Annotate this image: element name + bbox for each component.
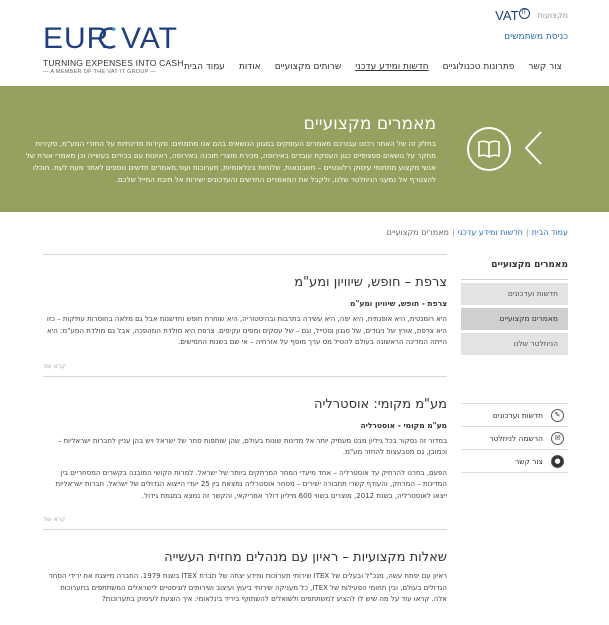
article-item xyxy=(43,376,447,530)
breadcrumb-section[interactable]: חדשות ומידע עדכני xyxy=(457,228,523,237)
article-paragraph: הפעם, בחרנו להרחיק עד אוסטרליה – אחד מיעדי הסחר המרתקים ביותר של ישראל. למרות הקושי המובנה בקשרים המסחריים בין המדינות – המרחק, והעודף קשרי תחבורה ישירים – מסחר אוסטרליה נמצאת בין 25 יעדי הייצוא הגדולים של ישראל. חברות ישראליות ייצאו לאוסטרליה, בשנת 2012, מוצרים בשווי 600 מיליון דולר אמריקאי, והקשר זה נמצא במגמת גידול. xyxy=(55,468,447,500)
book-icon xyxy=(467,127,511,171)
sidebar-item-newsletter[interactable]: הניוזלטר שלנו xyxy=(461,333,568,355)
article-item xyxy=(43,529,447,606)
article-list xyxy=(43,254,447,606)
user-icon: ● xyxy=(551,455,564,468)
sidebar-item-articles[interactable]: מאמרים מקצועיים xyxy=(461,308,568,330)
nav-item-technology[interactable]: פתרונות טכנולוגיים xyxy=(442,62,515,72)
logo-subline: — A MEMBER OF THE VAT IT GROUP — xyxy=(43,69,157,75)
article-paragraph: ראיון עם יפתח עשה, מנכ"ל ובעלים של ITEX שירותי תערוכות ומידע יצחה של חברת ITEX בשנת 1979. החברה מייצגת את ירידי הסחר הגדולים בעולם, ובין תחומי הפעילות של ITEX, כל מעניקה שירותי ביעוץ ועיצוב ושירותים לוגיסטיים לישראלים המשתתפים בתערוכות אלה. קראו עוד על מה שיש לו להציע למשתתפים ולשואלים להשתתף ביריד בינלאומי: איך הוצעת לעיסוק בתערוכות? xyxy=(48,572,447,603)
quick-link-contact[interactable] xyxy=(461,450,568,473)
page-title: מאמרים מקצועיים xyxy=(303,114,436,134)
breadcrumb-separator: | xyxy=(451,228,455,237)
svg-text:EUR: EUR xyxy=(43,22,110,52)
quick-links xyxy=(461,403,568,473)
subscribers-login-link[interactable]: כניסת משתמשים xyxy=(504,32,568,42)
envelope-icon: ✉ xyxy=(551,432,564,445)
breadcrumb-current: מאמרים מקצועיים xyxy=(386,228,449,237)
article-item xyxy=(43,254,447,376)
article-title[interactable]: שאלות מקצועיות – ראיון עם מנהלים מחזית העשייה xyxy=(164,550,447,565)
quick-link-label: חדשות ועדכונים xyxy=(492,410,543,420)
breadcrumb xyxy=(387,228,568,237)
article-paragraph: היא רומנטית, היא אופנתית, היא יפה, היא עשירה בתרבות ובהיסטוריה, היא שוחרת חופש וחדשנות אבל גם מלאה בחוסרות עתיקות – כזו היא צרפת, אורץ של ניגודים, של סגנון וסטייל, וגם – של עסקים ומסים עקיפים. צרפת היא מולדת המהפכה, אבל גם מולדת המע"מ: היא הייתה המדינה הראשונה בעולם להטיל מס ערך מוסף על אזרחיה – אי שם בשנות החמישים. xyxy=(46,315,447,346)
language-row xyxy=(495,8,568,23)
sidebar-menu xyxy=(461,279,568,355)
banner-description: בחלק זה של האתר רכזנו עבורכם מאמרים העוסקים במגוון הנושאים בהם אנו מתמחים: סקירות מדינתיות על החזרי המע"מ, סקירות מחקר על נושאים ספציפיים כגון העסקת עובדים באירופה, מכירת מוצרי תוכנה באירופה, ראיונות עם בכירים בעשייה וכן מאמרי אורח של אנשי מקצוע מתחומי עיסוק רלוונטיים – חשבונאות, שלוחות בינלאומיות, תערוכות ועוד.מאמרים חדשים נוספים לאתר מעת לעת. תוכלו להצטרף אל נמעני הניוזלטר שלנו, ולקבל את המאמרים החדשים והעדכונים ישירות אל תיבת המייל שלכם. xyxy=(25,139,436,184)
quick-link-label: הרשמה לניוזלטר xyxy=(489,433,543,443)
article-subtitle: צרפת - חופש, שיוויון ומע"מ xyxy=(350,299,447,308)
lightbulb-icon: ✎ xyxy=(551,409,564,422)
nav-item-services[interactable]: שרותים מקצועיים xyxy=(274,62,342,72)
vat-it-logo[interactable] xyxy=(495,8,529,23)
vat-it-text: VAT xyxy=(495,8,519,23)
eurovat-logo[interactable] xyxy=(43,22,193,75)
nav-item-home[interactable]: עמוד הבית xyxy=(183,62,225,72)
article-excerpt xyxy=(43,571,447,606)
quick-link-news[interactable] xyxy=(461,404,568,427)
breadcrumb-home[interactable]: עמוד הבית xyxy=(531,228,568,237)
top-utility-bar xyxy=(495,8,568,42)
vat-it-badge: IT xyxy=(519,8,530,19)
article-excerpt xyxy=(43,314,447,349)
read-more-link[interactable]: קרא עוד xyxy=(43,362,66,370)
svg-text:VAT: VAT xyxy=(121,22,178,52)
article-excerpt xyxy=(43,436,447,503)
quick-link-newsletter[interactable] xyxy=(461,427,568,450)
sidebar-title: מאמרים מקצועיים xyxy=(491,260,568,270)
main-nav xyxy=(177,62,569,72)
chevron-left-icon[interactable] xyxy=(523,130,543,166)
breadcrumb-separator: | xyxy=(525,228,529,237)
read-more-link[interactable]: קרא עוד xyxy=(43,516,66,523)
site-header xyxy=(0,0,609,86)
page-banner xyxy=(0,86,609,212)
nav-item-news[interactable]: חדשות ומידע עדכני xyxy=(355,62,429,72)
quick-link-label: צור קשר xyxy=(515,456,543,466)
article-subtitle: מע"מ מקומי - אוסטרליה xyxy=(360,420,447,430)
nav-item-contact[interactable]: צור קשר xyxy=(528,62,562,72)
nav-item-about[interactable]: אודות xyxy=(238,62,261,72)
article-title[interactable]: מע"מ מקומי: אוסטרליה xyxy=(314,396,447,412)
sidebar xyxy=(461,260,568,355)
eurovat-wordmark xyxy=(43,22,193,52)
article-paragraph: במדור זה נסקור בכל גיליון מבט מעמיק יותר אל מדינות שונות בעולם, שהן שותפות סחר של ישראל ויש בהן עניין לחברות ישראליות – וכמובן, גם מטבעצות להחזר מע"מ. xyxy=(57,436,447,456)
sidebar-item-news[interactable]: חדשות ועדכונים xyxy=(461,283,568,305)
logo-tagline: TURNING EXPENSES INTO CASH xyxy=(43,58,184,68)
article-title[interactable]: צרפת – חופש, שיוויון ומע"מ xyxy=(294,275,447,290)
language-label[interactable]: מקצועות xyxy=(537,11,568,20)
